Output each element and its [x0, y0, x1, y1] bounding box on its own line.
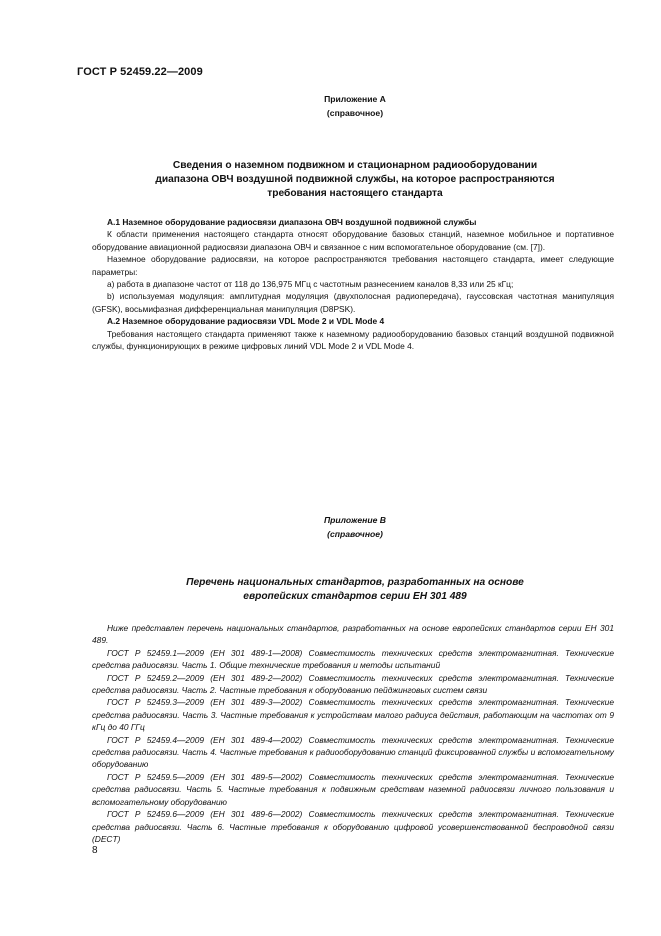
appendix-b-note: (справочное) [327, 529, 383, 539]
standard-list-item: ГОСТ Р 52459.6—2009 (ЕН 301 489-6—2002) Совместимость технических средств электромагнитная. Технические средства радиосвязи. Часть 6. Частные требования к оборудованию цифровой усовершенствованной беспроводной связи (DECT) [92, 809, 614, 844]
appendix-a-title-line: требования настоящего стандарта [267, 188, 443, 199]
appendix-a-heading [95, 92, 615, 120]
standard-list-item: ГОСТ Р 52459.4—2009 (ЕН 301 489-4—2002) Совместимость технических средств электромагнитная. Технические средства радиосвязи. Часть 4. Частные требования к радиооборудованию станций фиксированной службы и вспомогательному оборудованию [92, 734, 614, 770]
appendix-a-title-line: Сведения о наземном подвижном и стационарном радиооборудовании [172, 160, 538, 171]
appendix-b-heading [95, 513, 615, 541]
appendix-b-title [95, 576, 615, 604]
standard-list-item: ГОСТ Р 52459.3—2009 (ЕН 301 489-3—2002) Совместимость технических средств электромагнитная. Технические средства радиосвязи. Часть 3. Частные требования к устройствам малого радиуса действия, работающим на частотах от 9 кГц до 40 ГГц [92, 697, 614, 733]
standard-list-item: ГОСТ Р 52459.5—2009 (ЕН 301 489-5—2002) Совместимость технических средств электромагнитная. Технические средства радиосвязи. Часть 5. Частные требования к подвижным средствам наземной радиосвязи личного пользования и вспомогательному оборудованию [92, 771, 614, 807]
page-number: 8 [92, 845, 98, 856]
document-header: ГОСТ Р 52459.22—2009 [77, 66, 203, 78]
list-item: а) работа в диапазоне частот от 118 до 136,975 МГц с частотным разнесением каналов 8,33 или 25 кГц; [107, 279, 514, 290]
appendix-b-body [92, 622, 614, 845]
paragraph: Наземное оборудование радиосвязи, на которое распространяются требования настоящего стандарта, имеет следующие параметры: [92, 254, 614, 277]
paragraph: Требования настоящего стандарта применяют также к наземному радиооборудованию базовых станций воздушной подвижной службы, функционирующих в режиме цифровых линий VDL Mode 2 и VDL Mode 4. [92, 328, 614, 352]
section-a1-heading: А.1 Наземное оборудование радиосвязи диапазона ОВЧ воздушной подвижной службы [107, 217, 477, 227]
appendix-a-title [95, 159, 615, 201]
paragraph: Ниже представлен перечень национальных стандартов, разработанных на основе европейских стандартов серии ЕН 301 489. [92, 623, 614, 646]
paragraph: К области применения настоящего стандарта относят оборудование базовых станций, наземное мобильное и портативное оборудование авиационной радиосвязи диапазона ОВЧ и связанное с ним вспомогательное оборудование (см. [7]). [92, 229, 614, 252]
appendix-a-note: (справочное) [326, 108, 384, 118]
appendix-a-body [92, 216, 614, 352]
appendix-b-label: Приложение В [324, 515, 386, 525]
standard-list-item: ГОСТ Р 52459.1—2009 (ЕН 301 489-1—2008) Совместимость технических средств электромагнитная. Технические средства радиосвязи. Часть 1. Общие технические требования и методы испытаний [92, 647, 614, 671]
standard-list-item: ГОСТ Р 52459.2—2009 (ЕН 301 489-2—2002) Совместимость технических средств электромагнитная. Технические средства радиосвязи. Часть 2. Частные требования к оборудованию пейджинговых систем связи [92, 672, 614, 696]
appendix-b-title-line: европейских стандартов серии ЕН 301 489 [243, 591, 467, 602]
appendix-b-title-line: Перечень национальных стандартов, разработанных на основе [186, 577, 524, 588]
list-item: b) используемая модуляция: амплитудная модуляция (двухполосная радиопередача), гауссовская частотная манипуляция (GFSK), восьмифазная дифференциальная манипуляция (D8PSK). [92, 291, 614, 314]
appendix-a-title-line: диапазона ОВЧ воздушной подвижной службы, на которое распространяются [155, 174, 555, 185]
appendix-a-label: Приложение А [324, 94, 386, 104]
section-a2-heading: А.2 Наземное оборудование радиосвязи VDL Mode 2 и VDL Mode 4 [107, 316, 385, 327]
